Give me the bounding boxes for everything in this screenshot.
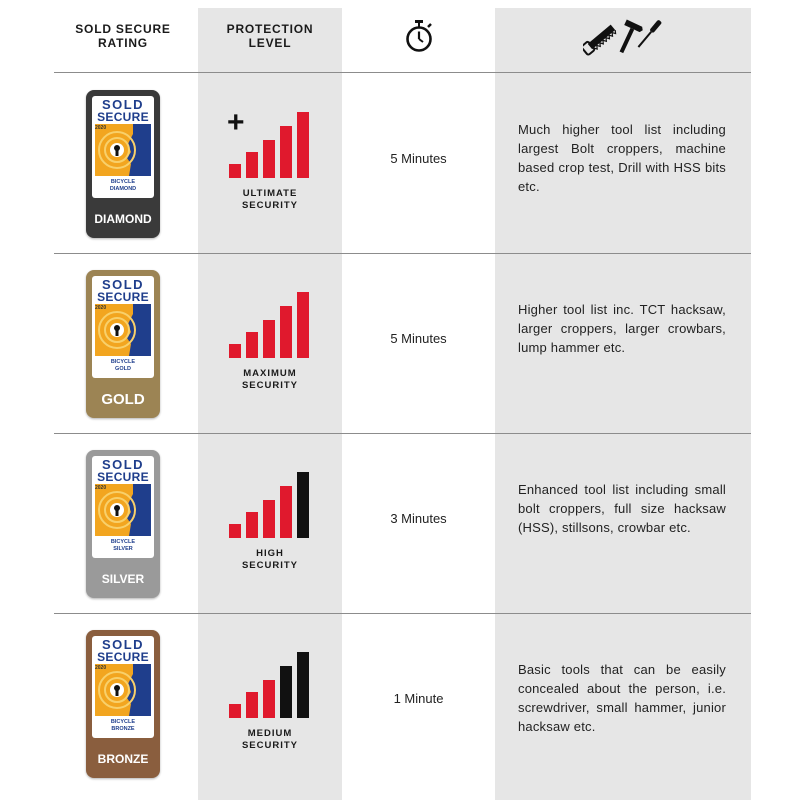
keyhole-emblem-icon xyxy=(95,484,151,536)
badge-tier-label: DIAMOND xyxy=(94,212,152,226)
keyhole-emblem-icon xyxy=(95,304,151,356)
header-rating xyxy=(58,0,188,72)
badge-card xyxy=(92,276,154,378)
signal-bar xyxy=(297,292,309,358)
signal-bar xyxy=(229,524,241,538)
protection-level-line1: ULTIMATE xyxy=(242,188,298,199)
badge-secure-text: SECURE xyxy=(97,290,149,304)
badge-year: 2020 xyxy=(95,485,107,491)
badge-secure-text: SECURE xyxy=(97,650,149,664)
protection-level-line2: SECURITY xyxy=(241,200,299,211)
row-divider xyxy=(54,72,751,73)
rating-badge xyxy=(86,90,160,238)
protection-level-bars xyxy=(229,288,313,358)
badge-year: 2020 xyxy=(95,305,107,311)
signal-bar xyxy=(263,140,275,178)
badge-category: BICYCLE xyxy=(110,539,136,545)
signal-bar xyxy=(297,652,309,718)
table-row xyxy=(0,254,800,434)
protection-level-label xyxy=(198,188,342,212)
protection-level-label xyxy=(198,368,342,392)
badge-year: 2020 xyxy=(95,665,107,671)
rating-badge xyxy=(86,270,160,418)
signal-bar xyxy=(280,306,292,358)
header-time xyxy=(342,0,495,72)
protection-level-bars xyxy=(229,468,313,538)
protection-level-line2: SECURITY xyxy=(241,560,299,571)
tool-list-description: Much higher tool list including largest Bolt croppers, machine based crop test, Drill with HSS bits etc. xyxy=(518,122,726,194)
protection-level-line1: HIGH xyxy=(256,548,284,559)
badge-card xyxy=(92,636,154,738)
badge-sold-text: SOLD xyxy=(101,277,145,292)
badge-tier-label: SILVER xyxy=(101,572,145,586)
signal-bar xyxy=(229,344,241,358)
header-tools xyxy=(495,0,751,72)
keyhole-emblem-icon xyxy=(95,124,151,176)
protection-level-bars xyxy=(229,108,313,178)
signal-bar xyxy=(297,112,309,178)
badge-tier-small: GOLD xyxy=(115,366,131,372)
attack-time: 1 Minute xyxy=(393,691,444,706)
table-header xyxy=(0,0,800,72)
badge-card xyxy=(92,456,154,558)
protection-level-label xyxy=(198,728,342,752)
badge-secure-text: SECURE xyxy=(97,470,149,484)
protection-level-line1: MAXIMUM xyxy=(243,368,297,379)
keyhole-emblem-icon xyxy=(95,664,151,716)
badge-sold-text: SOLD xyxy=(101,457,145,472)
rating-badge xyxy=(86,450,160,598)
badge-tier-small: SILVER xyxy=(113,546,133,552)
badge-tier-small: DIAMOND xyxy=(109,186,137,192)
header-rating-line1: SOLD SECURE xyxy=(75,22,171,36)
signal-bar xyxy=(280,486,292,538)
tool-list-description: Basic tools that can be easily concealed about the person, i.e. screwdriver, small hammer, junior hacksaw etc. xyxy=(518,662,726,734)
badge-category: BICYCLE xyxy=(110,359,136,365)
badge-secure-text: SECURE xyxy=(97,110,149,124)
signal-bar xyxy=(229,704,241,718)
table-row xyxy=(0,74,800,254)
signal-bar xyxy=(263,320,275,358)
badge-year: 2020 xyxy=(95,125,107,131)
signal-bar xyxy=(246,512,258,538)
header-protection-line2: LEVEL xyxy=(248,36,292,50)
badge-tier-label: BRONZE xyxy=(97,752,149,766)
attack-time: 5 Minutes xyxy=(390,151,447,166)
stopwatch-icon xyxy=(402,18,436,54)
plus-icon: + xyxy=(227,106,245,139)
header-rating-line2: RATING xyxy=(98,36,148,50)
badge-category: BICYCLE xyxy=(110,719,136,725)
badge-category: BICYCLE xyxy=(110,179,136,185)
protection-level-bars xyxy=(229,648,313,718)
attack-time: 5 Minutes xyxy=(390,331,447,346)
badge-sold-text: SOLD xyxy=(101,637,145,652)
table-row xyxy=(0,434,800,614)
signal-bar xyxy=(280,666,292,718)
signal-bar xyxy=(246,332,258,358)
signal-bar xyxy=(229,164,241,178)
tool-list-description: Enhanced tool list including small bolt croppers, full size hacksaw (HSS), stillsons, crowbar etc. xyxy=(518,482,726,535)
badge-card xyxy=(92,96,154,198)
signal-bar xyxy=(297,472,309,538)
signal-bar xyxy=(280,126,292,178)
signal-bar xyxy=(246,152,258,178)
attack-time: 3 Minutes xyxy=(390,511,447,526)
protection-level-label xyxy=(198,548,342,572)
badge-tier-label: GOLD xyxy=(101,390,145,408)
signal-bar xyxy=(263,500,275,538)
tool-list-description: Higher tool list inc. TCT hacksaw, larger croppers, larger crowbars, lump hammer etc. xyxy=(518,302,726,355)
tools-icon xyxy=(583,16,663,56)
header-protection-line1: PROTECTION xyxy=(226,22,314,36)
signal-bar xyxy=(246,692,258,718)
protection-level-line2: SECURITY xyxy=(241,380,299,391)
rating-badge xyxy=(86,630,160,778)
badge-tier-small: BRONZE xyxy=(111,726,135,732)
protection-level-line1: MEDIUM xyxy=(247,728,293,739)
table-row xyxy=(0,614,800,794)
protection-level-line2: SECURITY xyxy=(241,740,299,751)
header-protection xyxy=(198,0,342,72)
signal-bar xyxy=(263,680,275,718)
badge-sold-text: SOLD xyxy=(101,97,145,112)
